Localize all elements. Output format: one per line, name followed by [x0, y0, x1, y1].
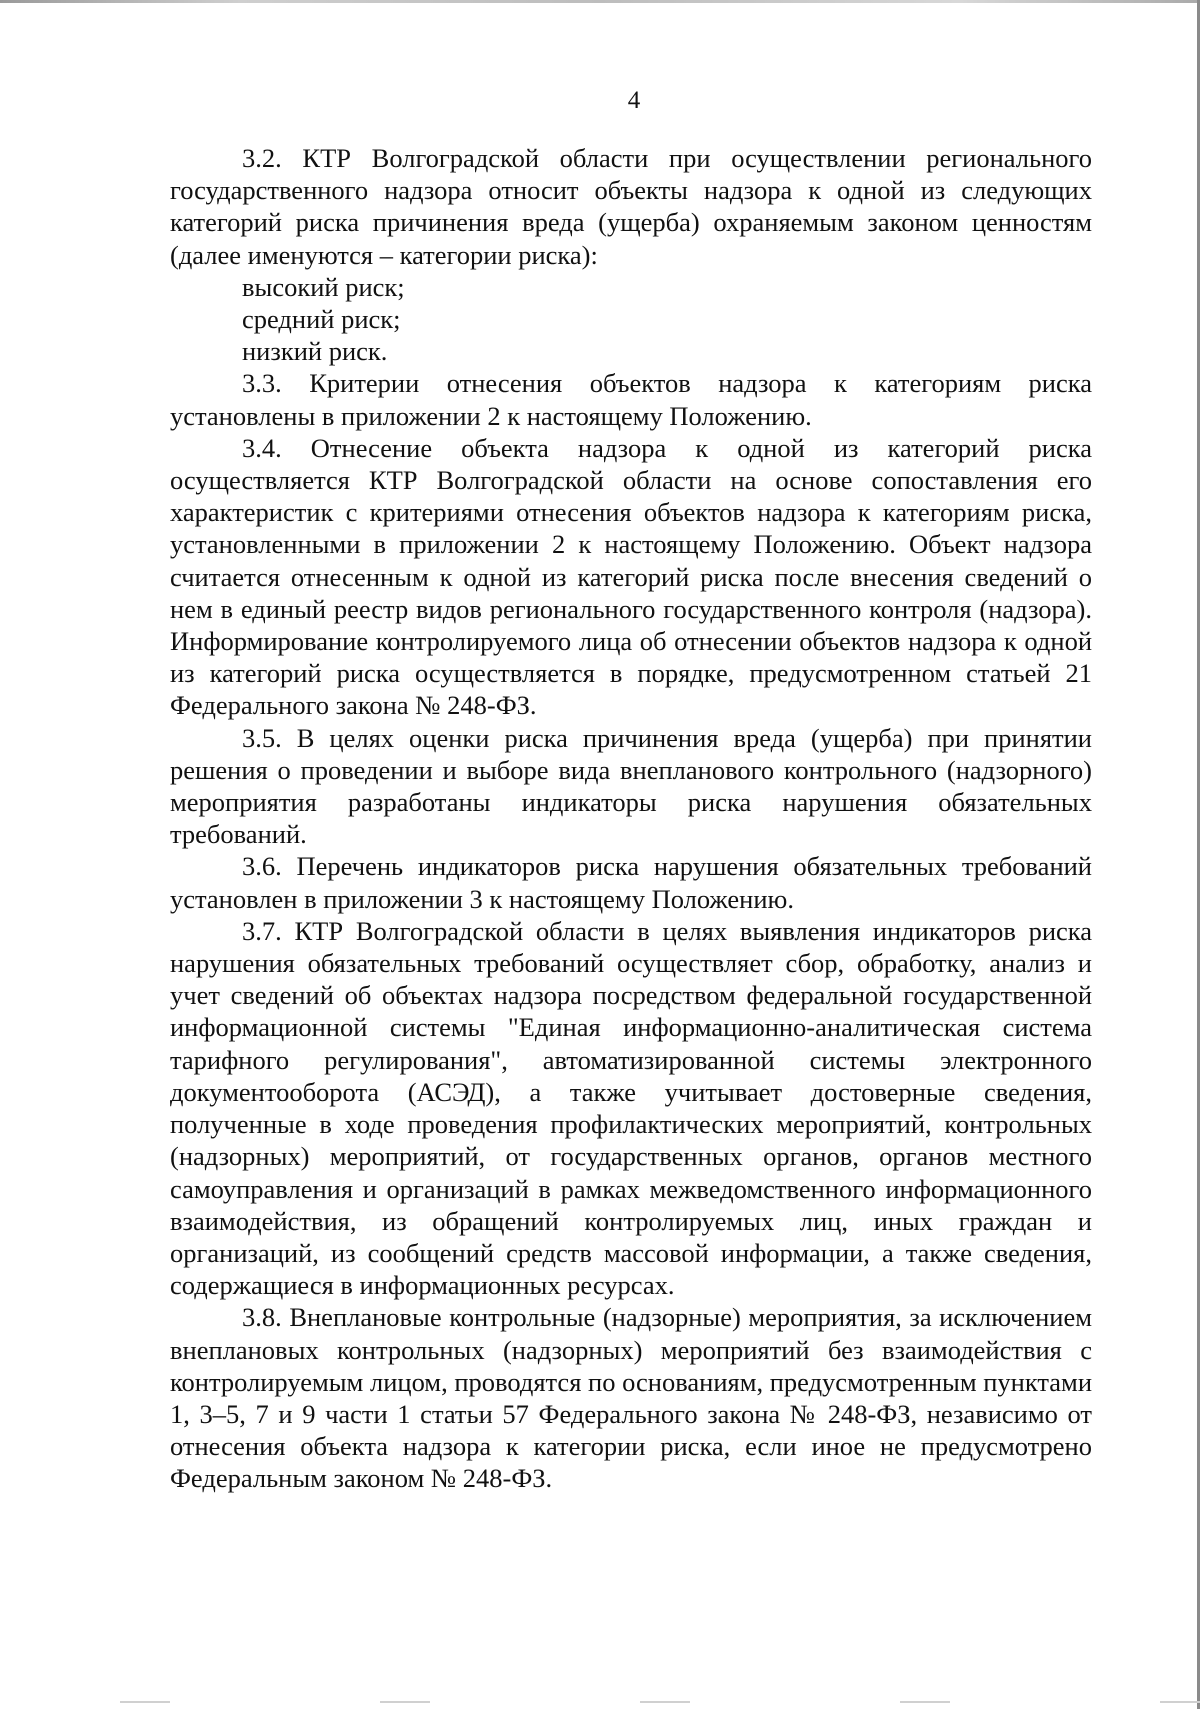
- document-body: [170, 142, 1092, 1495]
- list-item-medium-risk: средний риск;: [242, 304, 401, 335]
- scan-top-edge: [0, 0, 1200, 3]
- page-number: 4: [627, 87, 641, 114]
- list-item-high-risk: высокий риск;: [242, 271, 405, 302]
- paragraph-3-3: 3.3. Критерии отнесения объектов надзора к категориям риска установлены в приложении 2 к настоящему Положению.: [170, 368, 1092, 431]
- paragraph-3-5: 3.5. В целях оценки риска причинения вреда (ущерба) при принятии решения о проведении и выборе вида внепланового контрольного (надзорного) мероприятия разработаны индикаторы риска нарушения обязательных требований.: [170, 722, 1092, 850]
- paragraph-3-2: 3.2. КТР Волгоградской области при осуществлении регионального государственного надзора относит объекты надзора к одной из следующих категорий риска причинения вреда (ущерба) охраняемым законом ценностям (далее именуются – категории риска):: [170, 143, 1092, 270]
- paragraph-3-8: 3.8. Внеплановые контрольные (надзорные) мероприятия, за исключением внеплановых контрольных (надзорных) мероприятий без взаимодействия с контролируемым лицом, проводятся по основаниям, предусмотренным пунктами 1, 3–5, 7 и 9 части 1 статьи 57 Федерального закона № 248-ФЗ, независимо от отнесения объекта надзора к категории риска, если иное не предусмотрено Федеральным законом № 248-ФЗ.: [170, 1302, 1092, 1494]
- scan-bottom-edge: [0, 1701, 1200, 1703]
- paragraph-3-6: 3.6. Перечень индикаторов риска нарушения обязательных требований установлен в приложении 3 к настоящему Положению.: [170, 851, 1092, 914]
- paragraph-3-4: 3.4. Отнесение объекта надзора к одной из категорий риска осуществляется КТР Волгоградской области на основе сопоставления его характеристик с критериями отнесения объектов надзора к категориям риска, установленными в приложении 2 к настоящему Положению. Объект надзора считается отнесенным к одной из категорий риска после внесения сведений о нем в единый реестр видов регионального государственного контроля (надзора). Информирование контролируемого лица об отнесении объектов надзора к одной из категорий риска осуществляется в порядке, предусмотренном статьей 21 Федерального закона № 248-ФЗ.: [170, 432, 1092, 721]
- list-item-low-risk: низкий риск.: [242, 336, 388, 367]
- paragraph-3-7: 3.7. КТР Волгоградской области в целях выявления индикаторов риска нарушения обязательных требований осуществляет сбор, обработку, анализ и учет сведений об объектах надзора посредством федеральной государственной информационной системы "Единая информационно-аналитическая система тарифного регулирования", автоматизированной системы электронного документооборота (АСЭД), а также учитывает достоверные сведения, полученные в ходе проведения профилактических мероприятий, контрольных (надзорных) мероприятий, от государственных органов, органов местного самоуправления и организаций в рамках межведомственного информационного взаимодействия, из обращений контролируемых лиц, иных граждан и организаций, из сообщений средств массовой информации, а также сведения, содержащиеся в информационных ресурсах.: [170, 915, 1092, 1301]
